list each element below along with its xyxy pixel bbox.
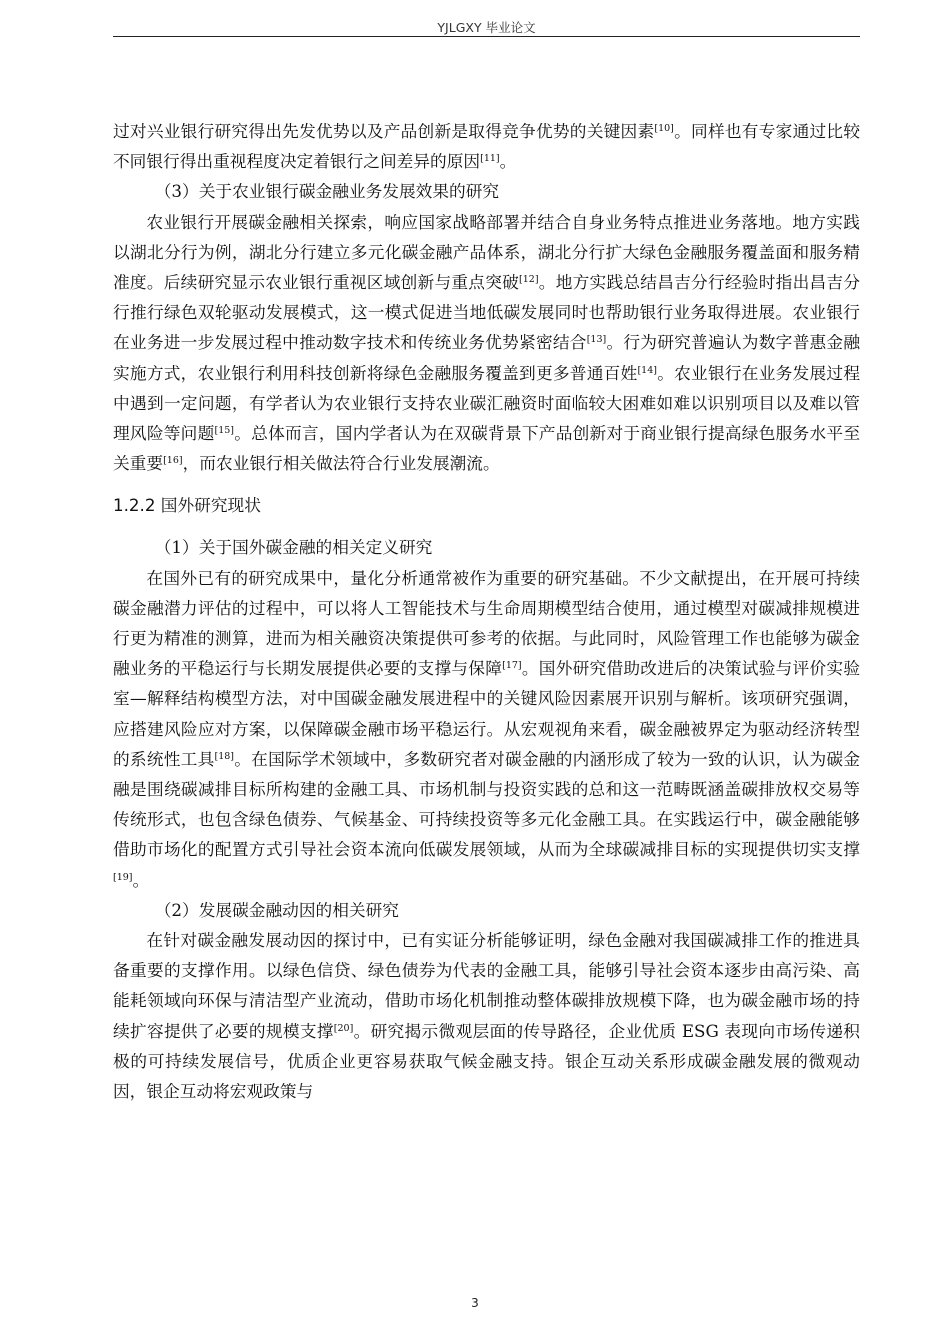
paragraph-text: 。行为研究普遍认为数字普惠金融实施方式，农业银行利用科技创新将绿色金融服务覆盖到更多普通百姓 — [113, 332, 861, 383]
paragraph-text: ，而农业银行相关做法符合行业发展潮流。 — [182, 453, 500, 474]
paragraph-text: 。在国际学术领域中，多数研究者对碳金融的内涵形成了较为一致的认识，认为碳金融是围绕碳减排目标所构建的金融工具、市场机制与投资实践的总和这一范畴既涵盖碳排放权交易等传统形式，也包含绿色债券、气候基金、可持续投资等多元化金融工具。在实践运行中，碳金融能够借助市场化的配置方式引导社会资本流向低碳发展领域，从而为全球碳减排目标的实现提供切实支撑 — [113, 748, 861, 860]
citation-ref: [10] — [654, 123, 674, 134]
paragraph-text: 。总体而言，国内学者认为在双碳背景下产品创新对于商业银行提高绿色服务水平至关重要 — [113, 423, 861, 474]
paragraph-text: 。 — [132, 869, 150, 890]
citation-ref: [20] — [333, 1022, 354, 1034]
citation-ref: [14] — [637, 364, 657, 376]
paragraph-text: 。研究揭示微观层面的传导路径，企业优质 ESG 表现向市场传递积极的可持续发展信号，优质企业更容易获取气候金融支持。银企互动关系形成碳金融发展的微观动因，银企互动将宏观政策与 — [113, 1020, 860, 1102]
page-number: 3 — [471, 1296, 479, 1310]
citation-ref: [13] — [586, 334, 607, 346]
citation-ref: [12] — [519, 274, 539, 286]
paragraph-text: 。同样也有专家通过比较不同银行得出重视程度决定着银行之间差异的原因 — [113, 121, 861, 172]
paragraph-text: 过对兴业银行研究得出先发优势以及产品创新是取得竞争优势的关键因素 — [113, 121, 655, 141]
subsection-title: （1）关于国外碳金融的相关定义研究 — [154, 537, 433, 558]
citation-ref: [15] — [214, 425, 235, 437]
body-paragraph — [113, 207, 860, 479]
paragraph-text: 。 — [499, 151, 517, 172]
citation-ref: [19] — [113, 871, 133, 883]
paragraph-text: 。农业银行在业务发展过程中遇到一定问题，有学者认为农业银行支持农业碳汇融资时面临较大困难如难以识别项目以及难以管理风险等问题 — [113, 362, 861, 444]
paragraph-text: 在针对碳金融发展动因的探讨中，已有实证分析能够证明，绿色金融对我国碳减排工作的推进具备重要的支撑作用。以绿色信贷、绿色债券为代表的金融工具，能够引导社会资本逐步由高污染、高能耗领域向环保与清洁型产业流动，借助市场化机制推动整体碳排放规模下降，也为碳金融市场的持续扩容提供了必要的规模支撑 — [113, 930, 860, 1041]
subsection-title: （2）发展碳金融动因的相关研究 — [154, 899, 399, 920]
paragraph-text: 在国外已有的研究成果中，量化分析通常被作为重要的研究基础。不少文献提出，在开展可持续碳金融潜力评估的过程中，可以将人工智能技术与生命周期模型结合使用，通过模型对碳减排规模进行更为精准的测算，进而为相关融资决策提供可参考的依据。与此同时，风险管理工作也能够为碳金融业务的平稳运行与长期发展提供必要的支撑与保障 — [113, 567, 860, 679]
paragraph-text: 。国外研究借助改进后的决策试验与评价实验室—解释结构模型方法，对中国碳金融发展进程中的关键风险因素展开识别与解析。该项研究强调，应搭建风险应对方案，以保障碳金融市场平稳运行。从宏观视角来看，碳金融被界定为驱动经济转型的系统性工具 — [113, 658, 861, 769]
body-paragraph — [113, 116, 860, 176]
citation-ref: [11] — [480, 153, 500, 165]
paragraph-text: 农业银行开展碳金融相关探索，响应国家战略部署并结合自身业务特点推进业务落地。地方实践以湖北分行为例，湖北分行建立多元化碳金融产品体系，湖北分行扩大绿色金融服务覆盖面和服务精准度。后续研究显示农业银行重视区域创新与重点突破 — [113, 211, 860, 293]
header-rule — [113, 36, 860, 37]
citation-ref: [18] — [214, 750, 235, 762]
citation-ref: [17] — [502, 660, 522, 672]
citation-ref: [16] — [163, 455, 183, 467]
subsection-title: （3）关于农业银行碳金融业务发展效果的研究 — [154, 181, 500, 202]
running-header: YJLGXY 毕业论文 — [437, 20, 536, 35]
paragraph-text: 。地方实践总结昌吉分行经验时指出昌吉分行推行绿色双轮驱动发展模式，这一模式促进当地低碳发展同时也帮助银行业务取得进展。农业银行在业务进一步发展过程中推动数字技术和传统业务优势紧密结合 — [113, 272, 861, 353]
page-body — [113, 116, 860, 1106]
section-heading: 1.2.2 国外研究现状 — [113, 495, 261, 516]
body-paragraph — [113, 925, 860, 1106]
body-paragraph — [113, 563, 860, 895]
